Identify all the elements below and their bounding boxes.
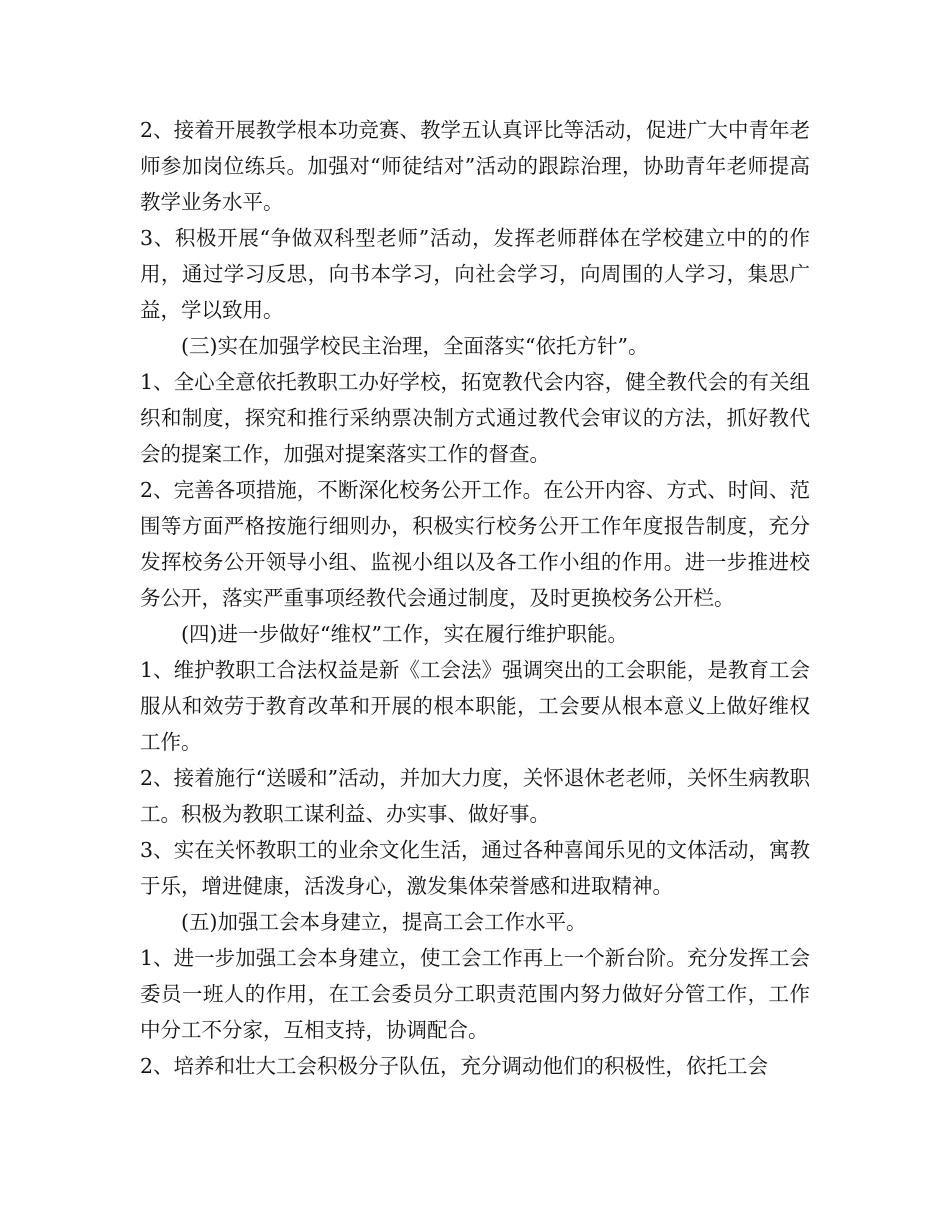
paragraph-item: 2、接着开展教学根本功竞赛、教学五认真评比等活动，促进广大中青年老师参加岗位练兵。加强对“师徒结对”活动的跟踪治理，协助青年老师提高教学业务水平。 (140, 118, 810, 214)
paragraph-item: 3、实在关怀教职工的业余文化生活，通过各种喜闻乐见的文体活动，寓教于乐，增进健康，活泼身心，激发集体荣誉感和进取精神。 (140, 838, 810, 898)
section-heading: (五)加强工会本身建立，提高工会工作水平。 (181, 910, 587, 934)
paragraph-item: 2、接着施行“送暖和”活动，并加大力度，关怀退休老老师，关怀生病教职工。积极为教职工谋利益、办实事、做好事。 (140, 766, 810, 826)
paragraph-item: 1、全心全意依托教职工办好学校，拓宽教代会内容，健全教代会的有关组织和制度，探究和推行采纳票决制方式通过教代会审议的方法，抓好教代会的提案工作，加强对提案落实工作的督查。 (140, 370, 810, 466)
paragraph-item: 1、进一步加强工会本身建立，使工会工作再上一个新台阶。充分发挥工会委员一班人的作用，在工会委员分工职责范围内努力做好分管工作，工作中分工不分家，互相支持，协调配合。 (140, 946, 810, 1042)
section-heading: (三)实在加强学校民主治理，全面落实“依托方针”。 (181, 334, 649, 358)
paragraph-item: 1、维护教职工合法权益是新《工会法》强调突出的工会职能，是教育工会服从和效劳于教育改革和开展的根本职能，工会要从根本意义上做好维权工作。 (140, 658, 810, 754)
paragraph-item: 2、培养和壮大工会积极分子队伍，充分调动他们的积极性，依托工会 (140, 1054, 769, 1078)
paragraph-item: 2、完善各项措施，不断深化校务公开工作。在公开内容、方式、时间、范围等方面严格按施行细则办，积极实行校务公开工作年度报告制度，充分发挥校务公开领导小组、监视小组以及各工作小组的作用。进一步推进校务公开，落实严重事项经教代会通过制度，及时更换校务公开栏。 (140, 478, 810, 610)
section-heading: (四)进一步做好“维权”工作，实在履行维护职能。 (181, 622, 628, 646)
document-body (140, 112, 810, 1084)
paragraph-item: 3、积极开展“争做双科型老师”活动，发挥老师群体在学校建立中的的作用，通过学习反思，向书本学习，向社会学习，向周围的人学习，集思广益，学以致用。 (140, 226, 810, 322)
